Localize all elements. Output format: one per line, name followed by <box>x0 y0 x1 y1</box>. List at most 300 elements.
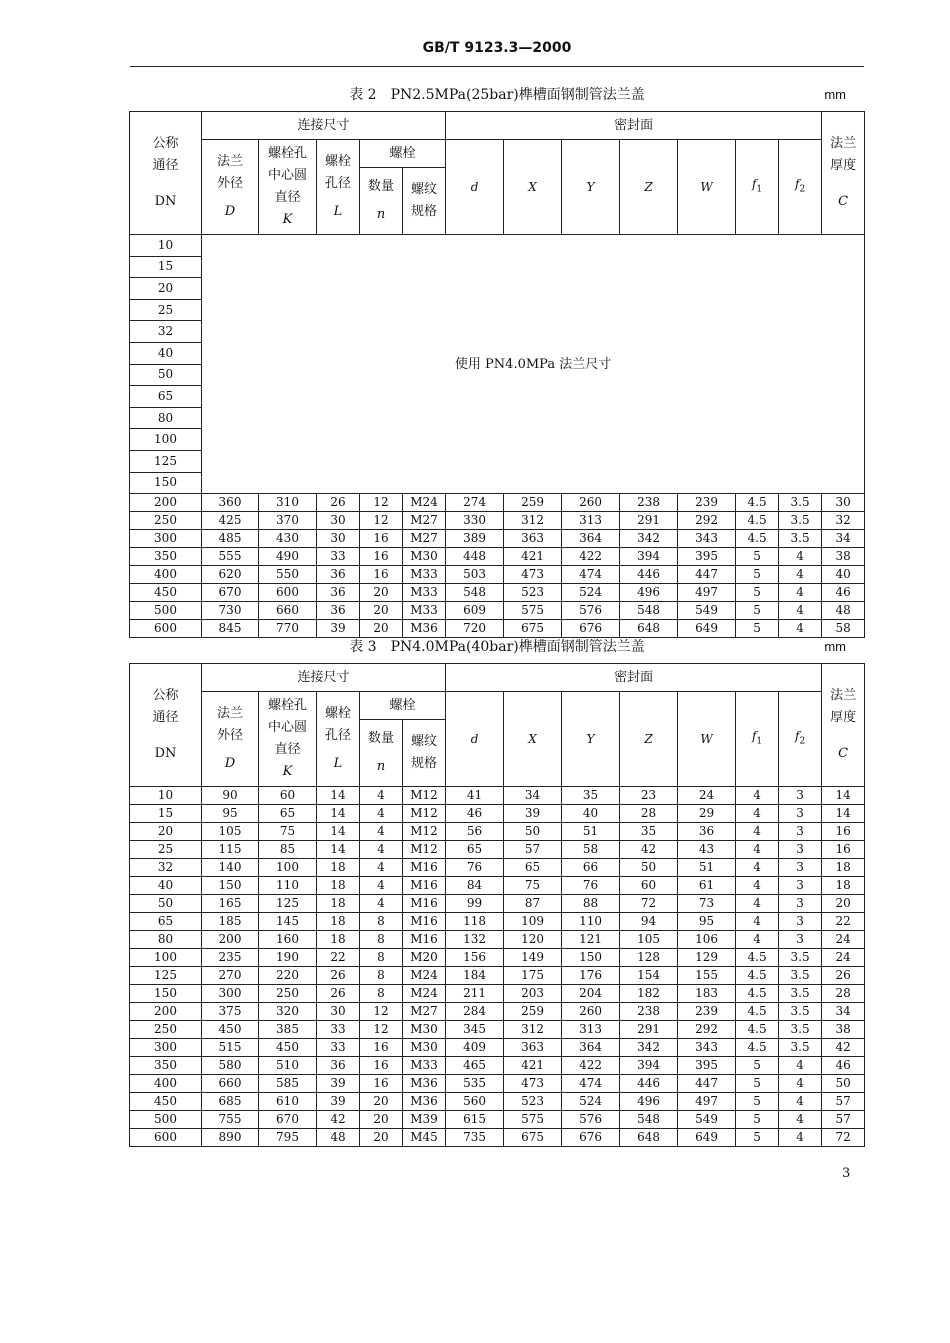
table-cell: 400 <box>130 566 202 584</box>
table-cell: 4 <box>736 877 779 895</box>
table-cell: 4 <box>360 787 403 805</box>
table-cell: 105 <box>202 823 259 841</box>
table-cell: 4.5 <box>736 1003 779 1021</box>
table3-unit: mm <box>824 639 846 654</box>
table2-caption <box>130 85 864 105</box>
table-cell: 291 <box>620 512 678 530</box>
table-cell: 675 <box>504 620 562 638</box>
table-cell: 292 <box>678 512 736 530</box>
table-cell: 524 <box>562 584 620 602</box>
table-cell: 395 <box>678 548 736 566</box>
table-cell: 5 <box>736 1111 779 1129</box>
table-row <box>130 512 865 530</box>
table-cell: 16 <box>822 841 865 859</box>
table-cell: 58 <box>822 620 865 638</box>
table-cell: 105 <box>620 931 678 949</box>
table-cell: 375 <box>202 1003 259 1021</box>
table-cell: 150 <box>562 949 620 967</box>
table-cell: 20 <box>360 1093 403 1111</box>
table-cell: 50 <box>620 859 678 877</box>
table2 <box>129 111 865 638</box>
table-cell: 421 <box>504 1057 562 1075</box>
table-cell: 795 <box>259 1129 317 1147</box>
table-cell: 42 <box>822 1039 865 1057</box>
table-cell: 474 <box>562 1075 620 1093</box>
table-cell: 190 <box>259 949 317 967</box>
table-cell: 33 <box>317 1039 360 1057</box>
table-cell: 156 <box>446 949 504 967</box>
table-row <box>130 1111 865 1129</box>
table-cell: 474 <box>562 566 620 584</box>
table-row <box>130 787 865 805</box>
col-c-header: 法兰 厚度 C <box>822 664 865 787</box>
table-cell: 300 <box>202 985 259 1003</box>
table-cell: 350 <box>130 1057 202 1075</box>
table-cell: 32 <box>822 512 865 530</box>
table-cell: 4 <box>736 787 779 805</box>
table-cell: 115 <box>202 841 259 859</box>
table-cell: 28 <box>620 805 678 823</box>
table-cell: 30 <box>822 494 865 512</box>
table-cell: 58 <box>562 841 620 859</box>
table-cell: 3.5 <box>779 530 822 548</box>
table-cell: 370 <box>259 512 317 530</box>
table-cell: 343 <box>678 1039 736 1057</box>
dn-cell: 20 <box>130 278 202 300</box>
table-cell: 364 <box>562 1039 620 1057</box>
table-cell: 4 <box>736 841 779 859</box>
table-cell: 56 <box>446 823 504 841</box>
table-cell: 36 <box>317 584 360 602</box>
table-cell: 57 <box>822 1111 865 1129</box>
table-cell: 51 <box>678 859 736 877</box>
table-cell: 24 <box>822 949 865 967</box>
table-cell: 203 <box>504 985 562 1003</box>
table-cell: 42 <box>317 1111 360 1129</box>
table-cell: 65 <box>259 805 317 823</box>
table-cell: 345 <box>446 1021 504 1039</box>
table-cell: 3.5 <box>779 967 822 985</box>
table-cell: 649 <box>678 620 736 638</box>
table2-title: 表 2 PN2.5MPa(25bar)榫槽面钢制管法兰盖 <box>349 87 645 103</box>
table-cell: 40 <box>562 805 620 823</box>
table-cell: 34 <box>822 530 865 548</box>
table-cell: 18 <box>317 931 360 949</box>
table-cell: 238 <box>620 1003 678 1021</box>
table-cell: 35 <box>620 823 678 841</box>
table-cell: 42 <box>620 841 678 859</box>
table-cell: 4 <box>736 823 779 841</box>
table-cell: 14 <box>317 823 360 841</box>
table-cell: 4.5 <box>736 967 779 985</box>
table-cell: 36 <box>317 1057 360 1075</box>
table-cell: 72 <box>620 895 678 913</box>
table-row <box>130 1093 865 1111</box>
table-cell: 250 <box>130 1021 202 1039</box>
table-row <box>130 566 865 584</box>
table-cell: 5 <box>736 1075 779 1093</box>
table-cell: 38 <box>822 1021 865 1039</box>
dn-cell: 32 <box>130 321 202 343</box>
table-cell: 313 <box>562 1021 620 1039</box>
table-cell: 422 <box>562 548 620 566</box>
table-cell: 576 <box>562 1111 620 1129</box>
table-row <box>130 494 865 512</box>
table-cell: 450 <box>130 1093 202 1111</box>
table-cell: 18 <box>822 877 865 895</box>
table-cell: 4 <box>779 620 822 638</box>
table-row <box>130 949 865 967</box>
table-cell: 150 <box>130 985 202 1003</box>
table-cell: 3 <box>779 895 822 913</box>
table-cell: 16 <box>822 823 865 841</box>
table-cell: 600 <box>259 584 317 602</box>
table-cell: 535 <box>446 1075 504 1093</box>
table-cell: 425 <box>202 512 259 530</box>
table-cell: 85 <box>259 841 317 859</box>
table-cell: M12 <box>403 787 446 805</box>
table-cell: 75 <box>259 823 317 841</box>
table-cell: 330 <box>446 512 504 530</box>
table-cell: M16 <box>403 913 446 931</box>
table-row <box>130 1057 865 1075</box>
table-cell: 35 <box>562 787 620 805</box>
table-cell: 8 <box>360 985 403 1003</box>
table-cell: 342 <box>620 530 678 548</box>
table-cell: 15 <box>130 805 202 823</box>
table-cell: 20 <box>360 1129 403 1147</box>
table-cell: 555 <box>202 548 259 566</box>
col-l-header: 螺栓 孔径 L <box>317 140 360 235</box>
col-seal-d-header: d <box>446 692 504 787</box>
col-d-outer-header: 法兰 外径 D <box>202 692 259 787</box>
table-cell: 165 <box>202 895 259 913</box>
table-cell: 109 <box>504 913 562 931</box>
table-cell: 670 <box>202 584 259 602</box>
table-cell: 5 <box>736 1057 779 1075</box>
table-cell: 30 <box>317 1003 360 1021</box>
table-cell: 3.5 <box>779 1039 822 1057</box>
table-cell: M16 <box>403 931 446 949</box>
table-cell: 496 <box>620 584 678 602</box>
table-cell: 421 <box>504 548 562 566</box>
table-cell: 4 <box>360 877 403 895</box>
table-cell: 473 <box>504 1075 562 1093</box>
table-cell: 450 <box>259 1039 317 1057</box>
table-cell: 524 <box>562 1093 620 1111</box>
table-cell: M33 <box>403 584 446 602</box>
col-d-outer-header: 法兰 外径 D <box>202 140 259 235</box>
table-cell: 580 <box>202 1057 259 1075</box>
table-cell: 675 <box>504 1129 562 1147</box>
table-cell: 200 <box>130 1003 202 1021</box>
table-cell: 66 <box>562 859 620 877</box>
table-cell: 3 <box>779 859 822 877</box>
table-cell: 260 <box>562 494 620 512</box>
table-cell: 65 <box>130 913 202 931</box>
table-cell: 14 <box>317 805 360 823</box>
table-cell: 16 <box>360 1075 403 1093</box>
table-cell: 30 <box>317 530 360 548</box>
table-cell: 5 <box>736 548 779 566</box>
table-cell: 16 <box>360 1039 403 1057</box>
table-cell: 430 <box>259 530 317 548</box>
table-cell: 32 <box>130 859 202 877</box>
table-cell: 16 <box>360 1057 403 1075</box>
table-cell: 10 <box>130 787 202 805</box>
table-cell: 259 <box>504 494 562 512</box>
table-cell: 125 <box>130 967 202 985</box>
col-thread-header: 螺纹 规格 <box>403 720 446 787</box>
table-cell: 342 <box>620 1039 678 1057</box>
dn-cell: 100 <box>130 429 202 451</box>
table-cell: 259 <box>504 1003 562 1021</box>
col-w-header: W <box>678 692 736 787</box>
table-cell: 26 <box>317 985 360 1003</box>
bolt-group-header: 螺栓 <box>360 140 446 168</box>
table-cell: 3 <box>779 787 822 805</box>
table-row <box>130 841 865 859</box>
table-cell: 129 <box>678 949 736 967</box>
dn-cell: 40 <box>130 342 202 364</box>
table-cell: 3 <box>779 931 822 949</box>
table-cell: 4 <box>779 1057 822 1075</box>
table-cell: 510 <box>259 1057 317 1075</box>
col-k-header: 螺栓孔 中心圆 直径 K <box>259 140 317 235</box>
table-cell: 20 <box>360 602 403 620</box>
table-cell: 20 <box>130 823 202 841</box>
table-row <box>130 1039 865 1057</box>
table-cell: 94 <box>620 913 678 931</box>
table-cell: 14 <box>822 805 865 823</box>
table-cell: 343 <box>678 530 736 548</box>
table-cell: 33 <box>317 548 360 566</box>
table-cell: 3 <box>779 877 822 895</box>
table-cell: M20 <box>403 949 446 967</box>
table-cell: 560 <box>446 1093 504 1111</box>
table-cell: 60 <box>259 787 317 805</box>
table-row <box>130 985 865 1003</box>
table-cell: 8 <box>360 967 403 985</box>
col-f2-header: $f_2$ <box>779 692 822 787</box>
table-cell: 5 <box>736 602 779 620</box>
table-cell: 485 <box>202 530 259 548</box>
table-cell: 364 <box>562 530 620 548</box>
table-row <box>130 931 865 949</box>
table-cell: 99 <box>446 895 504 913</box>
col-w-header: W <box>678 140 736 235</box>
table-cell: 585 <box>259 1075 317 1093</box>
table-cell: 150 <box>202 877 259 895</box>
table-cell: 23 <box>620 787 678 805</box>
table-cell: 155 <box>678 967 736 985</box>
table-cell: 8 <box>360 913 403 931</box>
table-cell: 40 <box>130 877 202 895</box>
table-cell: 4 <box>779 1075 822 1093</box>
col-n-header: 数量 n <box>360 168 403 235</box>
table3 <box>129 663 865 1147</box>
table-cell: 38 <box>822 548 865 566</box>
table-cell: 500 <box>130 602 202 620</box>
table-cell: 473 <box>504 566 562 584</box>
table-cell: 447 <box>678 1075 736 1093</box>
table-cell: 4.5 <box>736 1021 779 1039</box>
table-cell: M30 <box>403 1021 446 1039</box>
table-cell: 238 <box>620 494 678 512</box>
table-cell: 497 <box>678 1093 736 1111</box>
table-cell: 29 <box>678 805 736 823</box>
table-cell: 185 <box>202 913 259 931</box>
table-cell: 3 <box>779 841 822 859</box>
table-cell: 4.5 <box>736 949 779 967</box>
table-row <box>130 1075 865 1093</box>
table-cell: 160 <box>259 931 317 949</box>
table-cell: 465 <box>446 1057 504 1075</box>
table-cell: 4.5 <box>736 494 779 512</box>
col-x-header: X <box>504 692 562 787</box>
table-cell: 450 <box>130 584 202 602</box>
table-cell: 310 <box>259 494 317 512</box>
table-row <box>130 805 865 823</box>
table-cell: 36 <box>317 566 360 584</box>
table-cell: 120 <box>504 931 562 949</box>
table-cell: 76 <box>446 859 504 877</box>
table-cell: 16 <box>360 566 403 584</box>
table-cell: 14 <box>822 787 865 805</box>
table-row <box>130 1003 865 1021</box>
table-cell: 75 <box>504 877 562 895</box>
table-cell: 182 <box>620 985 678 1003</box>
table-cell: 3 <box>779 823 822 841</box>
col-k-header: 螺栓孔 中心圆 直径 K <box>259 692 317 787</box>
table-cell: M39 <box>403 1111 446 1129</box>
dn-cell: 10 <box>130 235 202 257</box>
table-row <box>130 913 865 931</box>
table-cell: 26 <box>822 967 865 985</box>
table-cell: 312 <box>504 512 562 530</box>
table-row <box>130 548 865 566</box>
table-cell: M27 <box>403 1003 446 1021</box>
table-cell: 615 <box>446 1111 504 1129</box>
table-cell: M12 <box>403 841 446 859</box>
table-cell: 3.5 <box>779 1003 822 1021</box>
table-cell: 300 <box>130 1039 202 1057</box>
table-cell: 770 <box>259 620 317 638</box>
table-cell: 5 <box>736 566 779 584</box>
table-row <box>130 895 865 913</box>
table-cell: 184 <box>446 967 504 985</box>
table-cell: 18 <box>317 859 360 877</box>
table-cell: M24 <box>403 967 446 985</box>
table-cell: 145 <box>259 913 317 931</box>
table-row <box>130 967 865 985</box>
col-l-header: 螺栓 孔径 L <box>317 692 360 787</box>
table-cell: 18 <box>317 913 360 931</box>
table-cell: 3.5 <box>779 985 822 1003</box>
table-cell: 4 <box>736 805 779 823</box>
table-cell: 610 <box>259 1093 317 1111</box>
table-cell: 140 <box>202 859 259 877</box>
dn-cell: 65 <box>130 386 202 408</box>
table-row <box>130 1021 865 1039</box>
table-cell: 50 <box>504 823 562 841</box>
table-cell: 12 <box>360 512 403 530</box>
table-cell: M24 <box>403 494 446 512</box>
table-cell: 80 <box>130 931 202 949</box>
table-cell: 20 <box>360 620 403 638</box>
table-cell: 43 <box>678 841 736 859</box>
table-cell: 100 <box>259 859 317 877</box>
table3-caption <box>130 637 864 657</box>
table-cell: 46 <box>446 805 504 823</box>
table-cell: 65 <box>446 841 504 859</box>
table-cell: M36 <box>403 1093 446 1111</box>
table-cell: M33 <box>403 602 446 620</box>
table-cell: 110 <box>259 877 317 895</box>
table-cell: 670 <box>259 1111 317 1129</box>
table-cell: 16 <box>360 548 403 566</box>
table-cell: 14 <box>317 787 360 805</box>
table-cell: 39 <box>317 1075 360 1093</box>
table-cell: 360 <box>202 494 259 512</box>
table-cell: 363 <box>504 1039 562 1057</box>
table-cell: 106 <box>678 931 736 949</box>
table-cell: 46 <box>822 584 865 602</box>
table-cell: 549 <box>678 1111 736 1129</box>
header-rule <box>130 66 864 67</box>
table-cell: 20 <box>822 895 865 913</box>
dn-cell: 80 <box>130 407 202 429</box>
table-cell: 4 <box>360 805 403 823</box>
table-cell: 16 <box>360 530 403 548</box>
table-cell: 20 <box>360 1111 403 1129</box>
table-cell: 448 <box>446 548 504 566</box>
table-cell: 110 <box>562 913 620 931</box>
table-cell: 250 <box>259 985 317 1003</box>
table-cell: 149 <box>504 949 562 967</box>
connection-group-header: 连接尺寸 <box>202 664 446 692</box>
table-cell: 648 <box>620 620 678 638</box>
table-cell: 61 <box>678 877 736 895</box>
table-cell: 363 <box>504 530 562 548</box>
table-cell: 422 <box>562 1057 620 1075</box>
col-f2-header: $f_2$ <box>779 140 822 235</box>
table-cell: 87 <box>504 895 562 913</box>
table-cell: 25 <box>130 841 202 859</box>
table-cell: 660 <box>259 602 317 620</box>
table-cell: 4 <box>779 584 822 602</box>
table-cell: 22 <box>317 949 360 967</box>
table-cell: 270 <box>202 967 259 985</box>
table-cell: 576 <box>562 602 620 620</box>
table-cell: 4 <box>779 1129 822 1147</box>
table-cell: 447 <box>678 566 736 584</box>
document-header: GB/T 9123.3—2000 <box>422 40 572 56</box>
table-cell: 292 <box>678 1021 736 1039</box>
table-cell: 132 <box>446 931 504 949</box>
table-cell: 446 <box>620 566 678 584</box>
table-cell: 3 <box>779 805 822 823</box>
table-cell: 4 <box>779 548 822 566</box>
table-cell: 3.5 <box>779 949 822 967</box>
table-cell: M16 <box>403 895 446 913</box>
table-cell: 46 <box>822 1057 865 1075</box>
table-cell: 40 <box>822 566 865 584</box>
table-cell: 30 <box>317 512 360 530</box>
table-cell: M30 <box>403 548 446 566</box>
table-cell: 890 <box>202 1129 259 1147</box>
table-cell: 4 <box>360 895 403 913</box>
